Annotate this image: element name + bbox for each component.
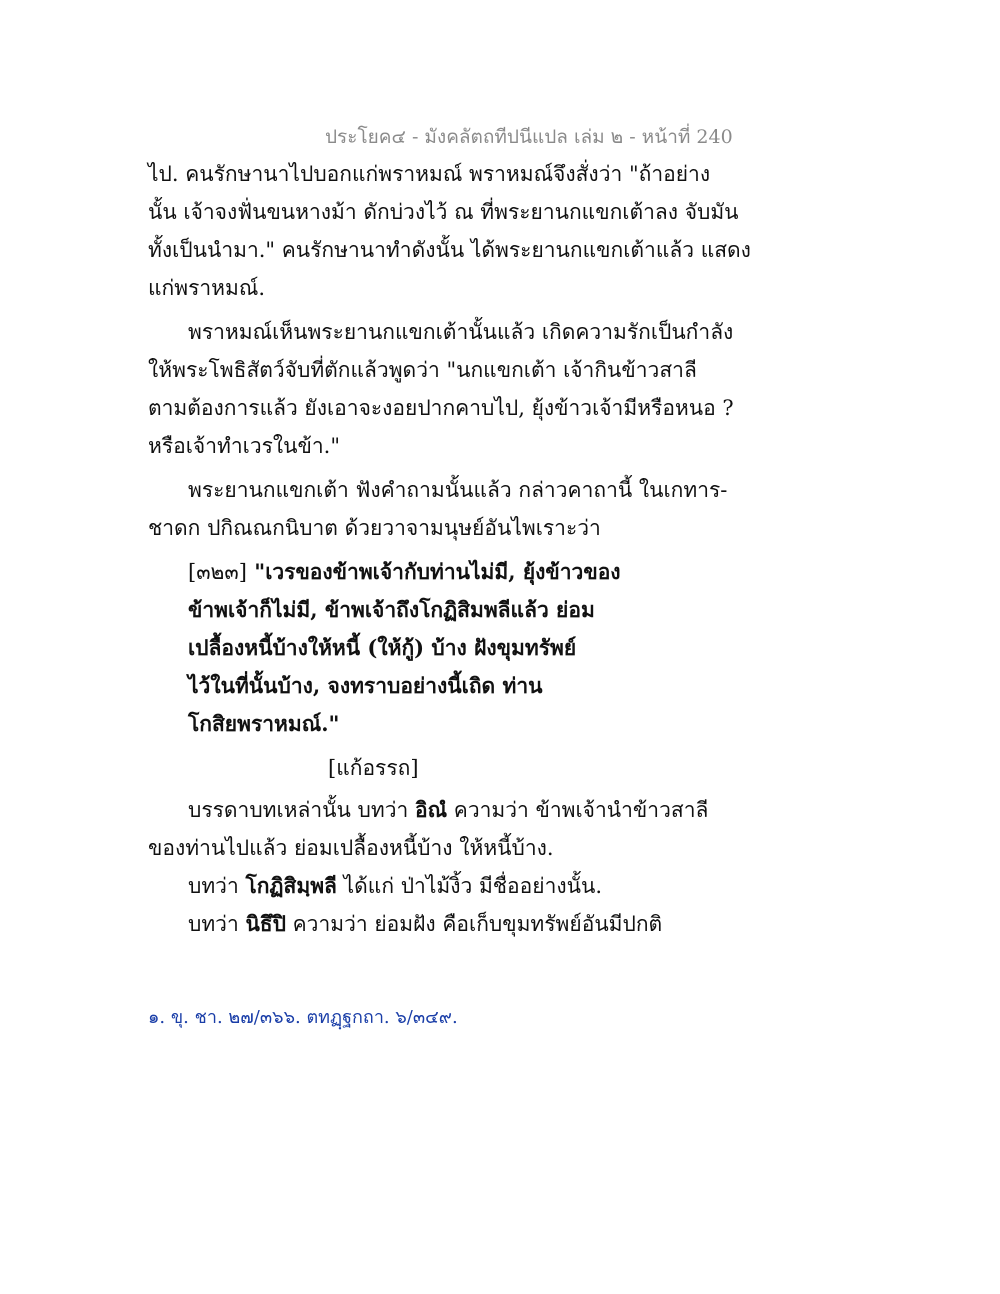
- paragraph-line: ชาดก ปกิณณกนิบาต ด้วยวาจามนุษย์อันไพเราะว่า: [148, 516, 601, 540]
- verse-line: โกสิยพราหมณ์.": [188, 711, 340, 736]
- commentary-line: ของท่านไปแล้ว ย่อมเปลื้องหนี้บ้าง ให้หนี้บ้าง.: [148, 836, 554, 860]
- paragraph-line: ตามต้องการแล้ว ยังเอาจะงอยปากคาบไป, ยุ้งข้าวเจ้ามีหรือหนอ ?: [148, 396, 734, 420]
- commentary-text: ความว่า ข้าพเจ้านำข้าวสาลี: [447, 798, 709, 822]
- paragraph-line: ทั้งเป็นนำมา." คนรักษานาทำดังนั้น ได้พระยานกแขกเต้าแล้ว แสดง: [148, 238, 751, 262]
- verse-text: "เวรของข้าพเจ้ากับท่านไม่มี, ยุ้งข้าวของ: [254, 559, 621, 584]
- pali-term: นิธึปิ: [245, 911, 286, 936]
- verse-line: เปลื้องหนี้บ้างให้หนี้ (ให้กู้) บ้าง ฝังขุมทรัพย์: [188, 635, 577, 660]
- commentary-line: [148, 791, 708, 829]
- paragraph-line: ไป. คนรักษานาไปบอกแก่พราหมณ์ พราหมณ์จึงสั่งว่า "ถ้าอย่าง: [148, 162, 711, 186]
- commentary-text: ได้แก่ ป่าไม้งิ้ว มีชื่ออย่างนั้น.: [336, 874, 603, 898]
- pali-term: อิณํ: [415, 797, 448, 822]
- footnote: ๑. ขุ. ชา. ๒๗/๓๖๖. ตทฏฺฐกถา. ๖/๓๔๙.: [148, 1007, 458, 1028]
- verse-line: ไว้ในที่นั้นบ้าง, จงทราบอย่างนี้เถิด ท่าน: [188, 673, 543, 698]
- running-head: ประโยค๔ - มังคลัตถทีปนีแปล เล่ม ๒ - หน้าที่ 240: [325, 126, 733, 148]
- page-body: [148, 155, 751, 943]
- paragraph-line: ให้พระโพธิสัตว์จับที่ตักแล้วพูดว่า "นกแขกเต้า เจ้ากินข้าวสาลี: [148, 358, 697, 382]
- commentary-line: [148, 905, 708, 943]
- pali-term: โกฏิสิมฺพลี: [245, 873, 337, 898]
- paragraph-line: นั้น เจ้าจงฟั่นขนหางม้า ดักบ่วงไว้ ณ ที่พระยานกแขกเต้าลง จับมัน: [148, 200, 739, 224]
- paragraph-line: พราหมณ์เห็นพระยานกแขกเต้านั้นแล้ว เกิดความรักเป็นกำลัง: [188, 320, 734, 344]
- commentary-text: บทว่า: [188, 874, 246, 898]
- paragraph-line: หรือเจ้าทำเวรในข้า.": [148, 434, 340, 458]
- section-heading: [แก้อรรถ]: [328, 756, 419, 780]
- commentary-text: บทว่า: [188, 912, 246, 936]
- commentary-text: บรรดาบทเหล่านั้น บทว่า: [188, 798, 415, 822]
- paragraph-line: พระยานกแขกเต้า ฟังคำถามนั้นแล้ว กล่าวคาถานี้ ในเกทาร-: [188, 478, 728, 502]
- verse-line: [148, 553, 708, 591]
- verse-number: [๓๒๓]: [188, 560, 247, 584]
- paragraph-line: แก่พราหมณ์.: [148, 276, 266, 300]
- verse-line: ข้าพเจ้าก็ไม่มี, ข้าพเจ้าถึงโกฏิสิมพลีแล้ว ย่อม: [188, 597, 595, 622]
- commentary-text: ความว่า ย่อมฝัง คือเก็บขุมทรัพย์อันมีปกติ: [285, 912, 663, 936]
- commentary-line: [148, 867, 708, 905]
